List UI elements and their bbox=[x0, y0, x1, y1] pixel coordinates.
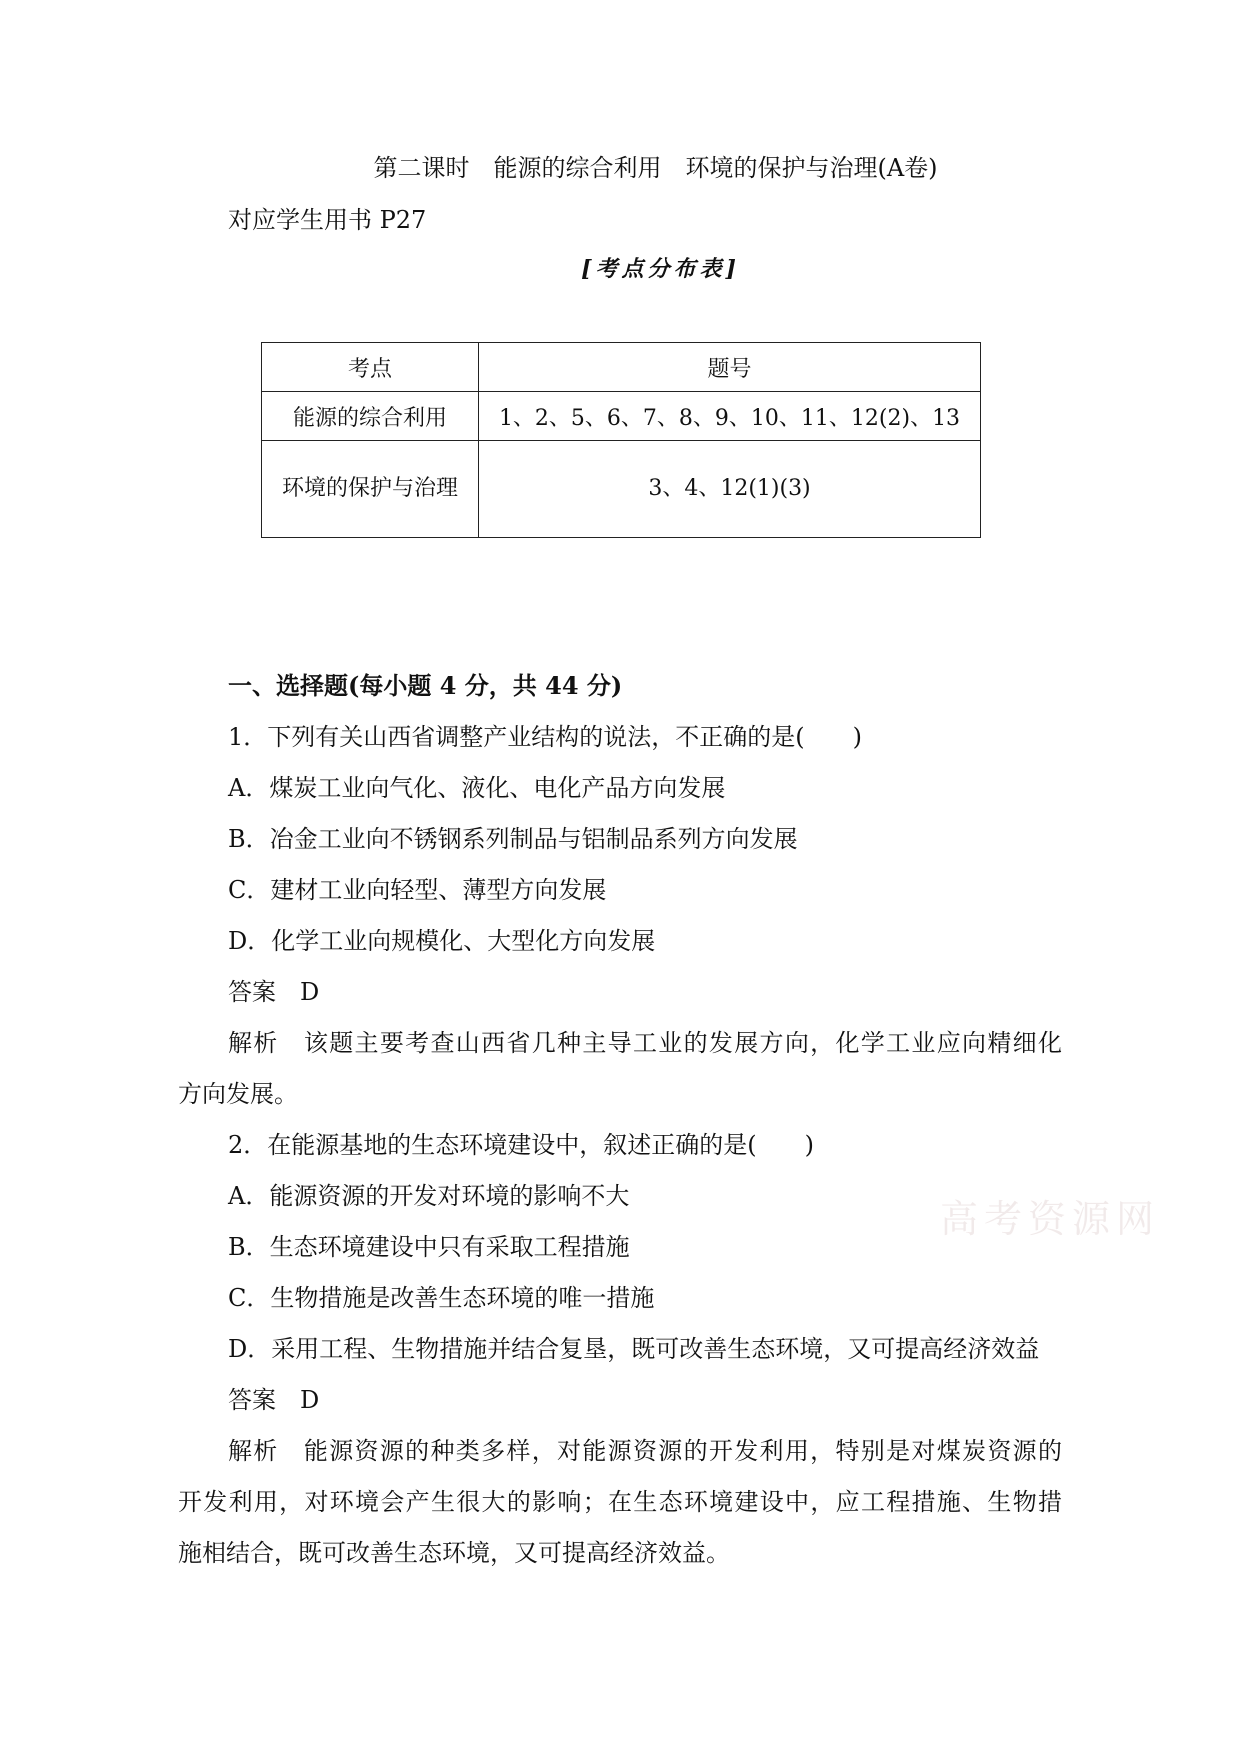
question-1-analysis-line-1: 解析 该题主要考查山西省几种主导工业的发展方向，化学工业应向精细化 bbox=[228, 1029, 1062, 1057]
question-2-option-b: B．生态环境建设中只有采取工程措施 bbox=[228, 1233, 630, 1261]
table-cell-topic-text: 环境的保护与治理 bbox=[281, 476, 458, 501]
table-cell-topic bbox=[262, 441, 479, 538]
question-2-answer: 答案 D bbox=[228, 1386, 320, 1414]
table-cell-topic: 能源的综合利用 bbox=[262, 392, 479, 441]
table-row bbox=[262, 392, 981, 441]
question-2-analysis-line-1: 解析 能源资源的种类多样，对能源资源的开发利用，特别是对煤炭资源的 bbox=[228, 1437, 1062, 1465]
question-1-stem: 1．下列有关山西省调整产业结构的说法，不正确的是( ) bbox=[228, 723, 862, 751]
question-1-option-c: C．建材工业向轻型、薄型方向发展 bbox=[228, 876, 607, 904]
distribution-table-label: [考点分布表] bbox=[581, 256, 740, 282]
question-2-stem: 2．在能源基地的生态环境建设中，叙述正确的是( ) bbox=[228, 1131, 814, 1159]
section-heading: 一、选择题(每小题 4 分，共 44 分) bbox=[228, 671, 623, 700]
table-cell-numbers: 3、4、12(1)(3) bbox=[479, 441, 981, 538]
topic-distribution-table bbox=[261, 342, 981, 538]
page-title: 第二课时 能源的综合利用 环境的保护与治理(A卷) bbox=[373, 154, 938, 182]
table-header-numbers: 题号 bbox=[479, 343, 981, 392]
question-1-option-a: A．煤炭工业向气化、液化、电化产品方向发展 bbox=[228, 774, 726, 802]
question-1-option-d: D．化学工业向规模化、大型化方向发展 bbox=[228, 927, 656, 955]
question-2-analysis-line-2: 开发利用，对环境会产生很大的影响；在生态环境建设中，应工程措施、生物措 bbox=[178, 1488, 1062, 1516]
question-1-option-b: B．冶金工业向不锈钢系列制品与铝制品系列方向发展 bbox=[228, 825, 798, 853]
watermark: 高考资源网 bbox=[940, 1197, 1161, 1241]
table-header-topic: 考点 bbox=[262, 343, 479, 392]
question-2-option-d: D．采用工程、生物措施并结合复垦，既可改善生态环境，又可提高经济效益 bbox=[228, 1335, 1040, 1363]
question-2-analysis-line-3: 施相结合，既可改善生态环境，又可提高经济效益。 bbox=[178, 1539, 730, 1567]
book-reference: 对应学生用书 P27 bbox=[228, 206, 427, 234]
table-header-row bbox=[262, 343, 981, 392]
table-cell-numbers: 1、2、5、6、7、8、9、10、11、12(2)、13 bbox=[479, 392, 981, 441]
question-1-analysis-line-2: 方向发展。 bbox=[178, 1080, 298, 1108]
question-1-answer: 答案 D bbox=[228, 978, 320, 1006]
question-2-option-a: A．能源资源的开发对环境的影响不大 bbox=[228, 1182, 630, 1210]
question-2-option-c: C．生物措施是改善生态环境的唯一措施 bbox=[228, 1284, 655, 1312]
table-row bbox=[262, 441, 981, 538]
